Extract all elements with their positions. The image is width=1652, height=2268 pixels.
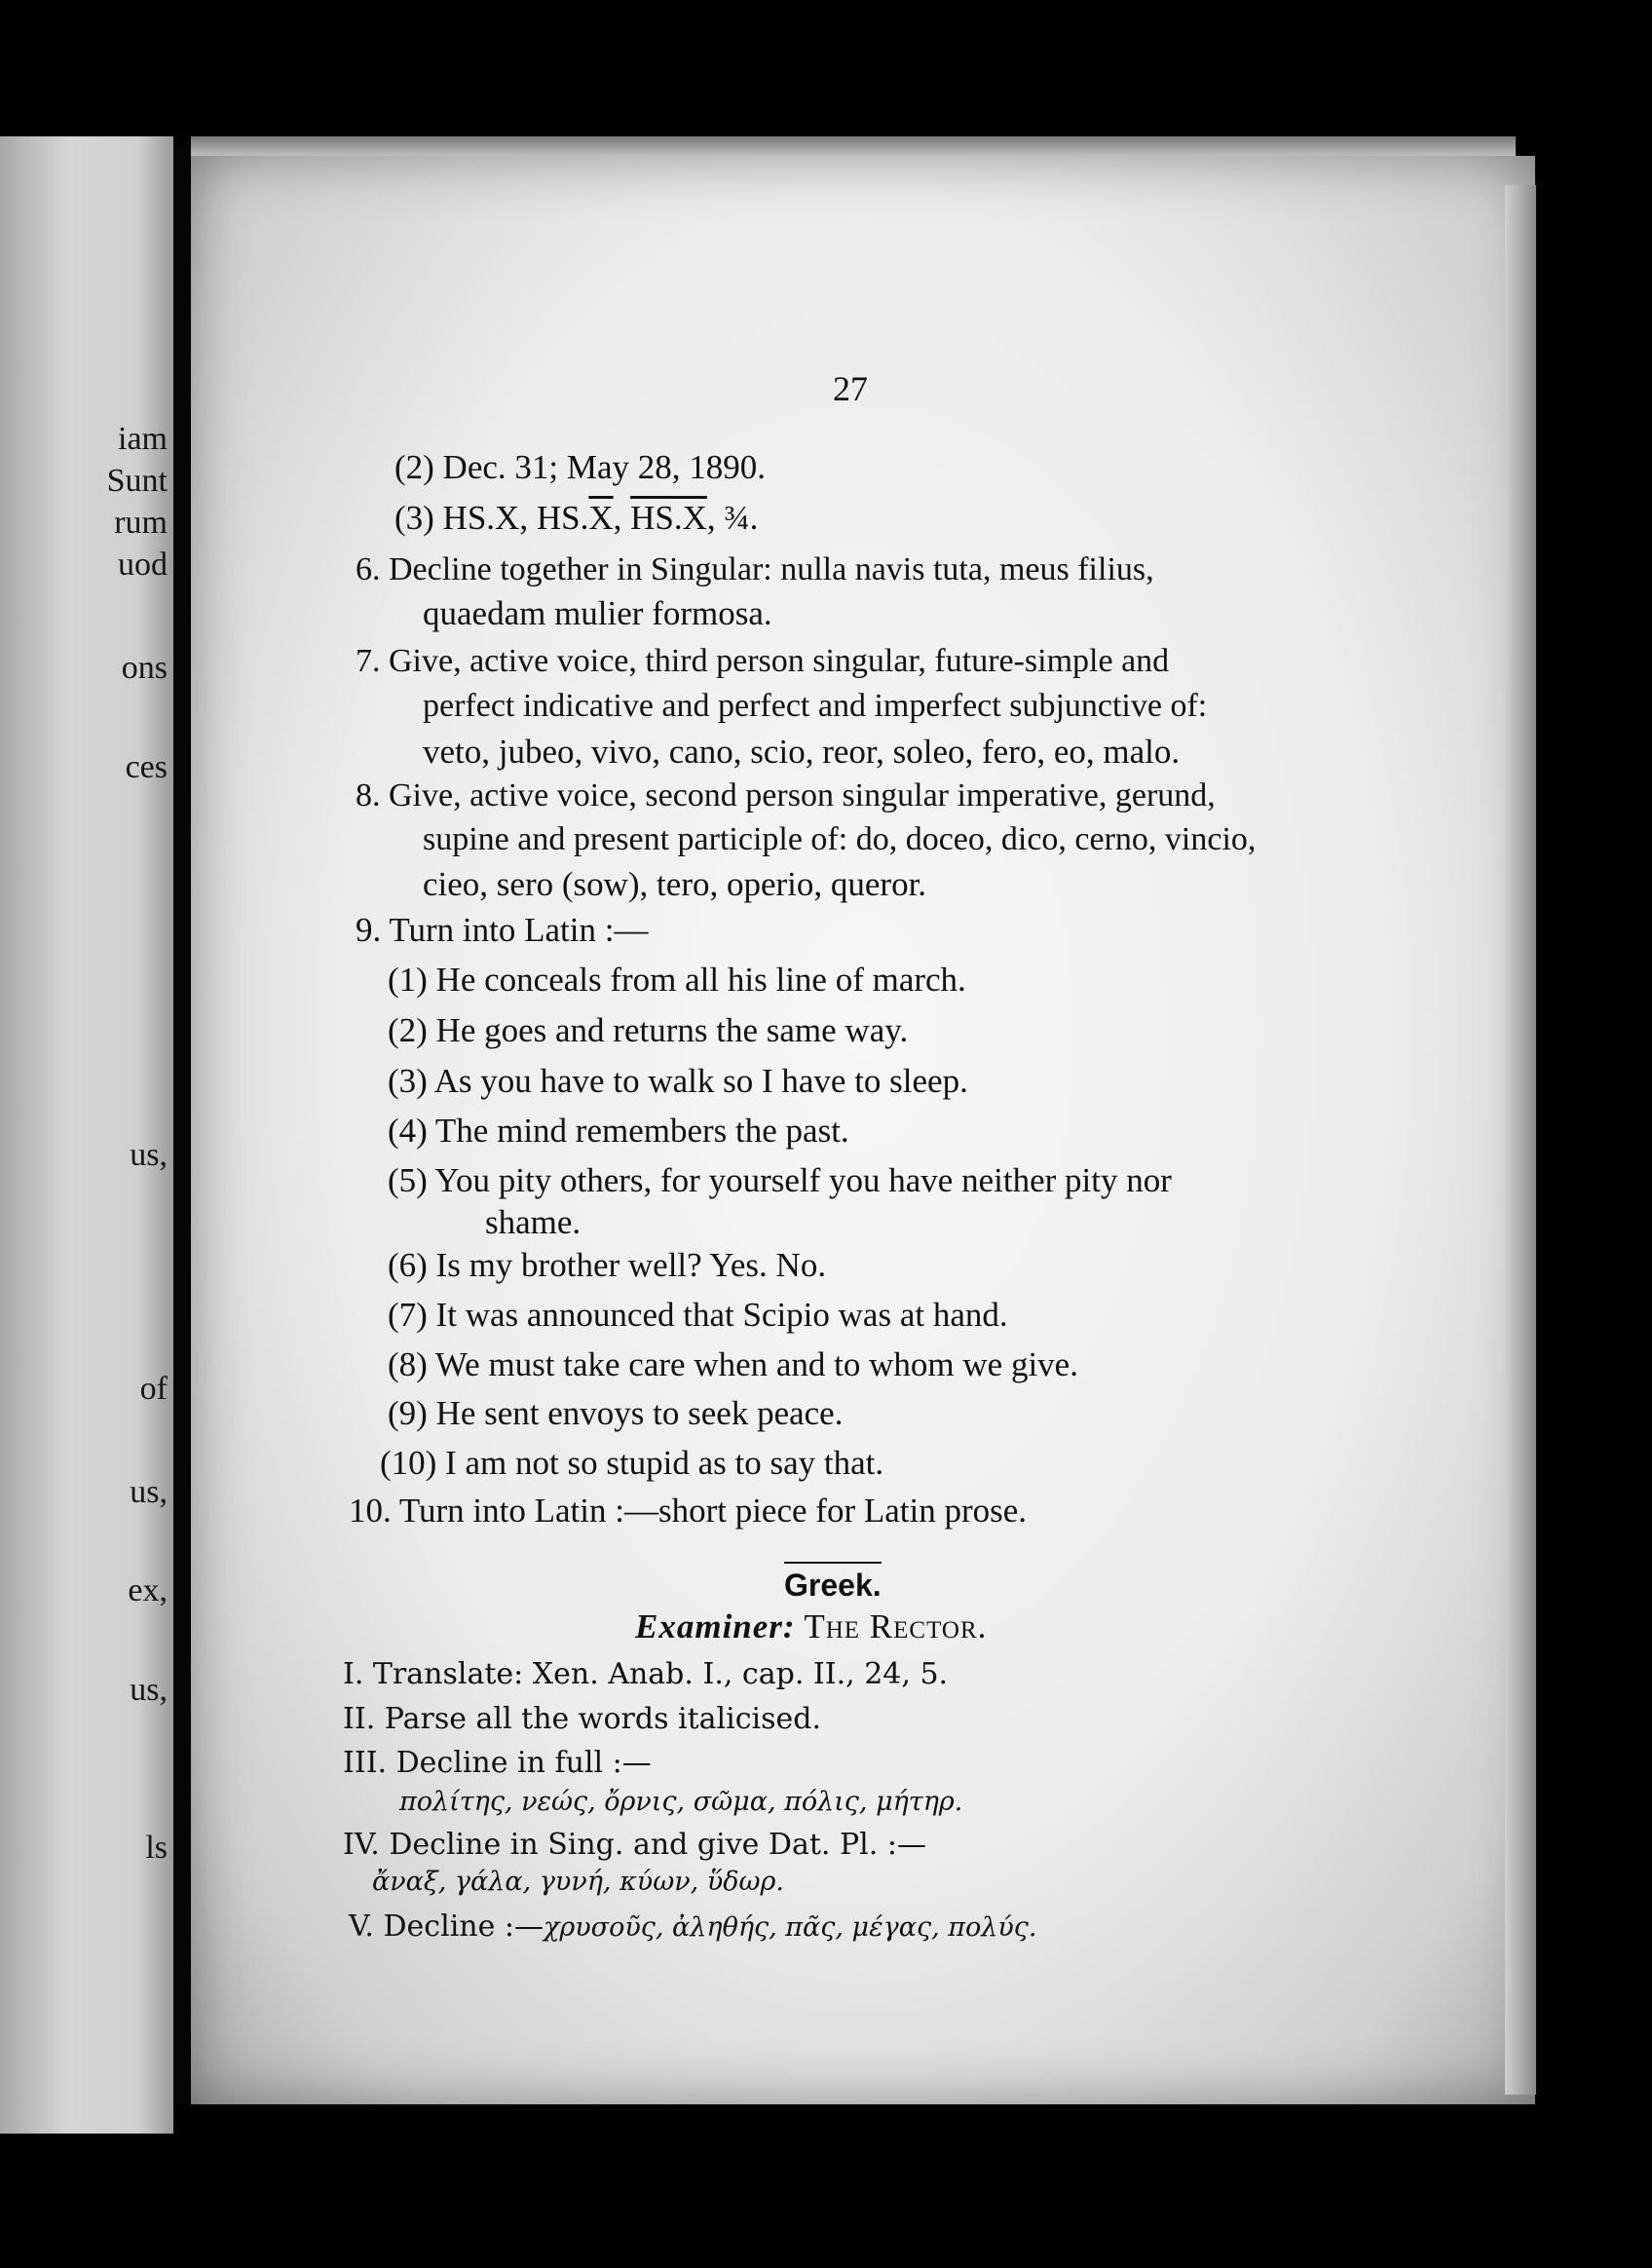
q7-line-3: veto, jubeo, vivo, cano, scio, reor, soleo, fero, eo, malo.	[423, 733, 1181, 771]
q8-line-2: supine and present participle of: do, doceo, dico, cerno, vincio,	[423, 821, 1257, 857]
q5-part-3-d: HS.X	[630, 499, 707, 537]
q7-line-2: perfect indicative and perfect and imperfect subjunctive of:	[423, 688, 1208, 724]
left-fragment: ex,	[128, 1572, 168, 1608]
q6-line-1: 6. Decline together in Singular: nulla navis tuta, meus filius,	[356, 551, 1154, 587]
greek-examiner	[635, 1607, 987, 1646]
greek-q4-words: ἄναξ, γάλα, γυνή, κύων, ὕδωρ.	[372, 1867, 784, 1897]
q5-part-3-a: (3) HS.X, HS.	[394, 499, 589, 537]
q9-item: (10) I am not so stupid as to say that.	[380, 1444, 884, 1482]
q5-part-3-b: $\overline{X}$	[588, 499, 614, 537]
greek-q5	[349, 1909, 1036, 1944]
q9-item: (1) He conceals from all his line of march.	[388, 961, 966, 999]
left-fragment: Sunt	[106, 463, 168, 499]
q9-item: (8) We must take care when and to whom we give.	[388, 1345, 1078, 1383]
q9-item: (2) He goes and returns the same way.	[388, 1011, 909, 1049]
left-fragment: of	[139, 1371, 168, 1407]
left-fragment: uod	[118, 547, 168, 583]
q9-item: (6) Is my brother well? Yes. No.	[388, 1246, 827, 1284]
left-fragment: rum	[114, 505, 168, 541]
q5-part-3-c: ,	[613, 499, 631, 537]
greek-section-heading: Greek.	[784, 1562, 882, 1604]
q9-item: (4) The mind remembers the past.	[388, 1112, 849, 1150]
q7-line-1: 7. Give, active voice, third person singular, future-simple and	[356, 643, 1170, 679]
left-fragment: ons	[121, 650, 168, 686]
left-fragment: ces	[125, 749, 168, 785]
left-fragment: us,	[130, 1137, 168, 1173]
q5-part-2: (2) Dec. 31; May 28, 1890.	[394, 448, 767, 486]
q9-item: (5) You pity others, for yourself you have neither pity nor	[388, 1161, 1172, 1199]
examiner-name: The Rector.	[804, 1607, 988, 1645]
greek-q2: II. Parse all the words italicised.	[343, 1702, 822, 1736]
examiner-label: Examiner:	[635, 1607, 796, 1645]
q5-part-3-e: , ¾.	[706, 499, 759, 537]
greek-q1: I. Translate: Xen. Anab. I., cap. II., 24, 5.	[343, 1657, 949, 1691]
greek-q5-label: V. Decline :—	[349, 1909, 544, 1944]
q9-item-continued: shame.	[485, 1203, 582, 1241]
q9-item: (9) He sent envoys to seek peace.	[388, 1394, 844, 1432]
q9-heading: 9. Turn into Latin :—	[356, 911, 649, 949]
page-top-edge	[191, 136, 1516, 158]
q9-item: (3) As you have to walk so I have to sleep.	[388, 1062, 968, 1100]
q8-line-3: cieo, sero (sow), tero, operio, queror.	[423, 865, 927, 903]
left-fragment: us,	[130, 1474, 168, 1510]
greek-q3-words: πολίτης, νεώς, ὄρνις, σῶμα, πόλις, μήτηρ.	[399, 1787, 963, 1817]
page-right-edge	[1505, 185, 1536, 2095]
left-fragment: ls	[145, 1830, 168, 1866]
greek-q3: III. Decline in full :—	[343, 1746, 652, 1780]
q10: 10. Turn into Latin :—short piece for Latin prose.	[349, 1492, 1028, 1530]
greek-q4: IV. Decline in Sing. and give Dat. Pl. :—	[343, 1828, 926, 1862]
q5-part-3	[394, 501, 758, 535]
book-gutter	[173, 146, 193, 2104]
q9-item: (7) It was announced that Scipio was at hand.	[388, 1296, 1008, 1334]
left-fragment: iam	[118, 421, 168, 457]
q6-line-2: quaedam mulier formosa.	[423, 594, 772, 632]
page-number: 27	[833, 369, 868, 408]
left-fragment: us,	[130, 1672, 168, 1708]
left-page	[0, 136, 173, 2134]
greek-q5-words: χρυσοῦς, ἀληθής, πᾶς, μέγας, πολύς.	[544, 1912, 1037, 1943]
q8-line-1: 8. Give, active voice, second person singular imperative, gerund,	[356, 777, 1216, 813]
